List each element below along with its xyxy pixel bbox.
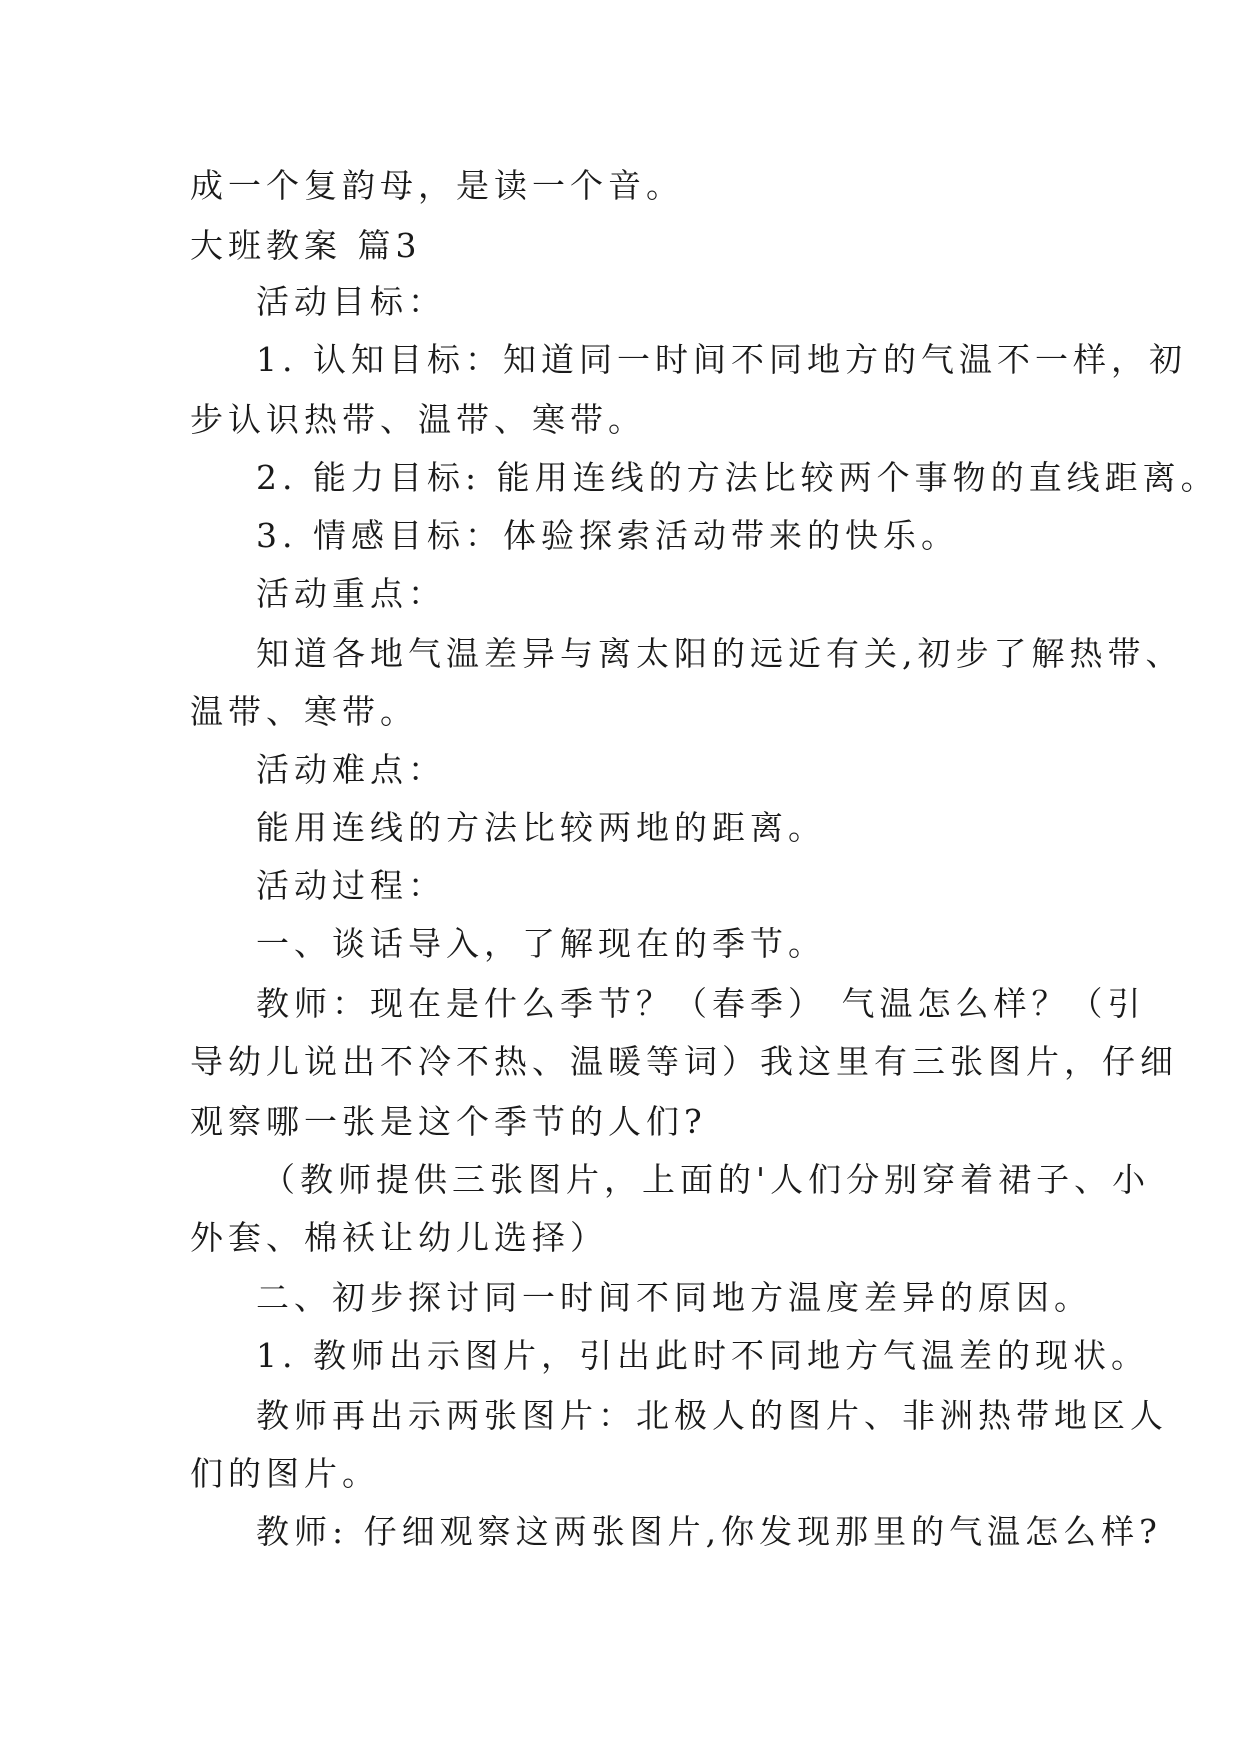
paragraph-line: 2. 能力目标: 能用连线的方法比较两个事物的直线距离。: [256, 458, 1219, 497]
paragraph-line: （教师提供三张图片，上面的'人们分别穿着裙子、小: [262, 1160, 1151, 1199]
paragraph-line: 1. 认知目标：知道同一时间不同地方的气温不一样，初: [256, 340, 1187, 379]
paragraph-line: 活动重点：: [256, 574, 446, 613]
paragraph-line: 成一个复韵母，是读一个音。: [190, 166, 684, 205]
paragraph-line: 观察哪一张是这个季节的人们?: [190, 1102, 707, 1141]
section-heading: 大班教案 篇3: [190, 226, 422, 265]
paragraph-line: 教师再出示两张图片：北极人的图片、非洲热带地区人: [256, 1396, 1168, 1435]
paragraph-line: 教师：现在是什么季节？（春季） 气温怎么样？（引: [256, 984, 1146, 1023]
paragraph-line: 能用连线的方法比较两地的距离。: [256, 808, 826, 847]
paragraph-line: 们的图片。: [190, 1454, 380, 1493]
paragraph-line: 1. 教师出示图片，引出此时不同地方气温差的现状。: [256, 1336, 1149, 1375]
paragraph-line: 3. 情感目标：体验探索活动带来的快乐。: [256, 516, 959, 555]
paragraph-line: 导幼儿说出不冷不热、温暖等词）我这里有三张图片，仔细: [190, 1042, 1178, 1081]
paragraph-line: 活动过程：: [256, 866, 446, 905]
paragraph-line: 知道各地气温差异与离太阳的远近有关,初步了解热带、: [256, 634, 1184, 673]
paragraph-line: 活动难点：: [256, 750, 446, 789]
paragraph-line: 教师: 仔细观察这两张图片,你发现那里的气温怎么样?: [256, 1512, 1162, 1551]
paragraph-line: 活动目标：: [256, 282, 446, 321]
paragraph-line: 二、初步探讨同一时间不同地方温度差异的原因。: [256, 1278, 1092, 1317]
paragraph-line: 一、谈话导入，了解现在的季节。: [256, 924, 826, 963]
paragraph-line: 温带、寒带。: [190, 692, 418, 731]
paragraph-line: 步认识热带、温带、寒带。: [190, 400, 646, 439]
paragraph-line: 外套、棉袄让幼儿选择）: [190, 1218, 608, 1257]
